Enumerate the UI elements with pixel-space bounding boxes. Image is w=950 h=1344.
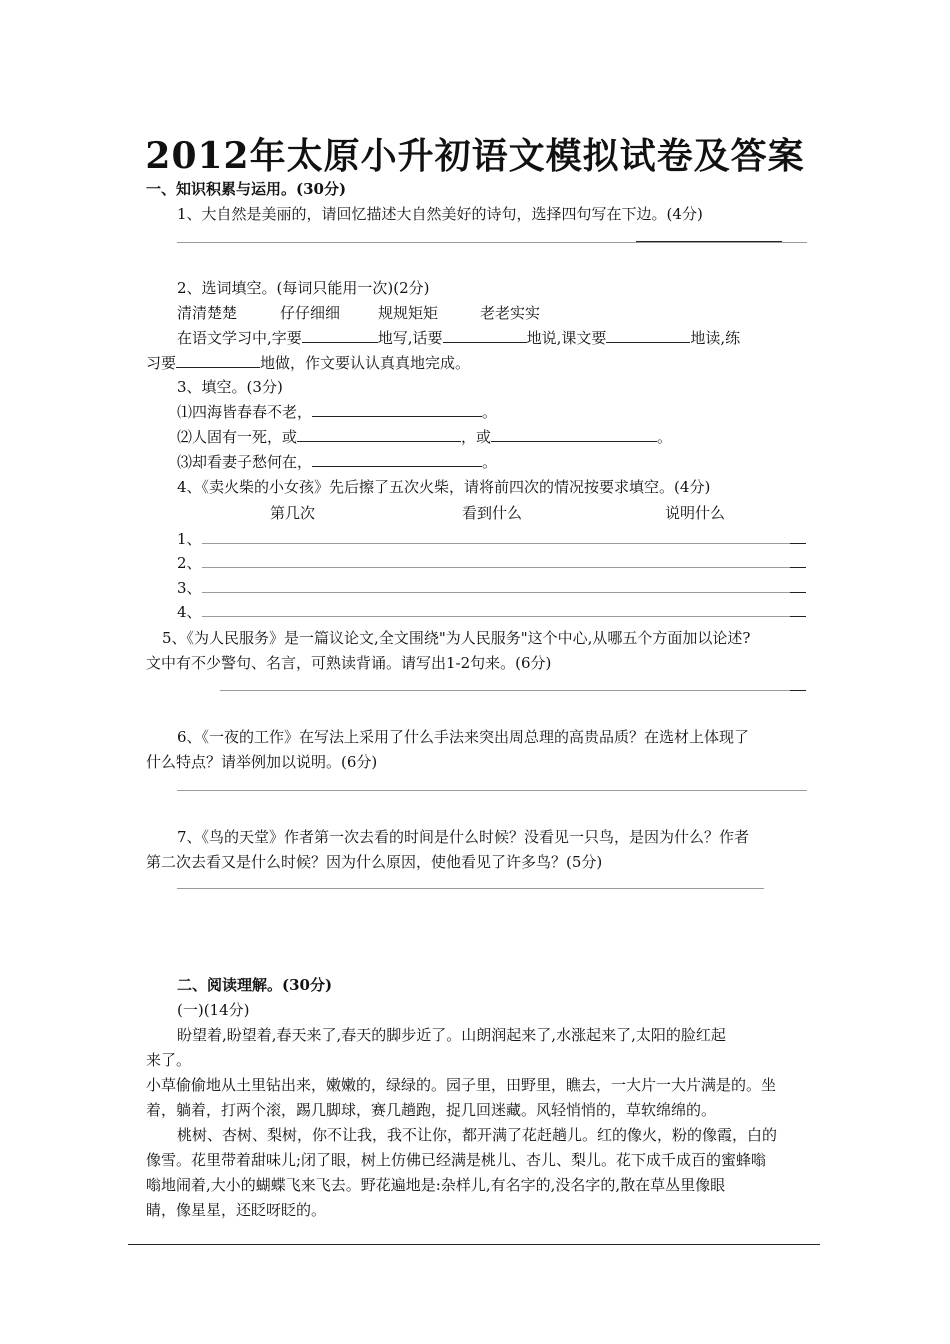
fill-blank[interactable] <box>606 328 690 343</box>
word-choice-1: 清清楚楚 <box>177 304 238 322</box>
column-header-seen: 看到什么 <box>462 504 523 522</box>
question-3-prompt: 3、填空。(3分) <box>177 378 283 396</box>
answer-line <box>177 242 807 243</box>
column-header-meaning: 说明什么 <box>665 504 726 522</box>
word-choice-3: 规规矩矩 <box>378 304 439 322</box>
question-3-item-1: ⑴四海皆春春不老， 。 <box>177 403 498 421</box>
passage-text: 来了。 <box>146 1051 192 1069</box>
fill-blank[interactable] <box>302 328 378 343</box>
page-title: 2012年太原小升初语文模拟试卷及答案 <box>145 135 805 177</box>
section-2-heading: 二、阅读理解。(30分) <box>177 976 333 994</box>
question-4-prompt: 4、《卖火柴的小女孩》先后擦了五次火柴，请将前四次的情况按要求填空。(4分) <box>177 478 711 496</box>
fill-blank[interactable] <box>297 427 461 442</box>
question-5-line-2: 文中有不少警句、名言，可熟读背诵。请写出1-2句来。(6分) <box>146 654 552 672</box>
passage-text: 睛，像星星，还眨呀眨的。 <box>146 1201 327 1219</box>
passage-text: 着，躺着，打两个滚，踢几脚球，赛几趟跑，捉几回迷藏。风轻悄悄的，草软绵绵的。 <box>146 1101 717 1119</box>
fill-blank[interactable] <box>176 353 260 368</box>
question-3-item-3: ⑶却看妻子愁何在， 。 <box>177 453 498 471</box>
passage-text: 小草偷偷地从土里钻出来，嫩嫩的，绿绿的。园子里，田野里，瞧去，一大片一大片满是的。坐 <box>146 1076 777 1094</box>
answer-row-label: 4、 <box>177 603 202 621</box>
answer-line <box>202 567 792 568</box>
answer-line-end <box>790 690 806 691</box>
answer-line <box>177 790 807 791</box>
answer-line <box>202 616 792 617</box>
question-7-line-2: 第二次去看又是什么时候？因为什么原因，使他看见了许多鸟？(5分) <box>146 853 603 871</box>
question-3-item-2: ⑵人固有一死，或 ，或 。 <box>177 428 673 446</box>
question-5-line-1: 5、《为人民服务》是一篇议论文,全文围绕"为人民服务"这个中心,从哪五个方面加以论述? <box>162 629 751 647</box>
answer-line <box>177 888 764 889</box>
question-2-prompt: 2、选词填空。(每词只能用一次)(2分) <box>177 279 430 297</box>
answer-row-label: 1、 <box>177 530 202 548</box>
question-6-line-1: 6、《一夜的工作》在写法上采用了什么手法来突出周总理的高贵品质？在选材上体现了 <box>177 728 750 746</box>
column-header-order: 第几次 <box>270 504 316 522</box>
passage-text: 像雪。花里带着甜味儿;闭了眼，树上仿佛已经满是桃儿、杏儿、梨儿。花下成千成百的蜜蜂嗡 <box>146 1151 767 1169</box>
section-1-heading: 一、知识积累与运用。(30分) <box>146 180 347 198</box>
answer-row-label: 3、 <box>177 579 202 597</box>
question-7-line-1: 7、《鸟的天堂》作者第一次去看的时间是什么时候？没看见一只鸟，是因为什么？作者 <box>177 828 750 846</box>
answer-line-end <box>790 567 806 568</box>
question-2-sentence-2: 习要 地做，作文要认认真真地完成。 <box>146 354 471 372</box>
passage-subheading: (一)(14分) <box>177 1001 250 1019</box>
question-6-line-2: 什么特点？请举例加以说明。(6分) <box>146 753 378 771</box>
word-choice-4: 老老实实 <box>480 304 541 322</box>
passage-text: 桃树、杏树、梨树，你不让我，我不让你，都开满了花赶趟儿。红的像火，粉的像霞，白的 <box>177 1126 778 1144</box>
word-choice-2: 仔仔细细 <box>280 304 341 322</box>
footer-divider <box>128 1244 820 1245</box>
passage-text: 嗡地闹着,大小的蝴蝶飞来飞去。野花遍地是:杂样儿,有名字的,没名字的,散在草丛里像眼 <box>146 1176 726 1194</box>
answer-line <box>202 543 792 544</box>
fill-blank[interactable] <box>312 452 482 467</box>
answer-line-end <box>790 543 806 544</box>
question-1: 1、大自然是美丽的，请回忆描述大自然美好的诗句，选择四句写在下边。(4分) <box>177 205 703 223</box>
fill-blank[interactable] <box>491 427 657 442</box>
fill-blank[interactable] <box>443 328 527 343</box>
answer-line <box>202 592 792 593</box>
fill-blank[interactable] <box>312 402 482 417</box>
answer-row-label: 2、 <box>177 554 202 572</box>
answer-line <box>220 690 792 691</box>
answer-line-end <box>790 616 806 617</box>
passage-text: 盼望着,盼望着,春天来了,春天的脚步近了。山朗润起来了,水涨起来了,太阳的脸红起 <box>177 1026 726 1044</box>
question-2-sentence-1: 在语文学习中,字要 地写,话要 地说,课文要 地读,练 <box>177 329 741 347</box>
answer-line-end <box>790 592 806 593</box>
answer-line-segment <box>636 241 782 242</box>
